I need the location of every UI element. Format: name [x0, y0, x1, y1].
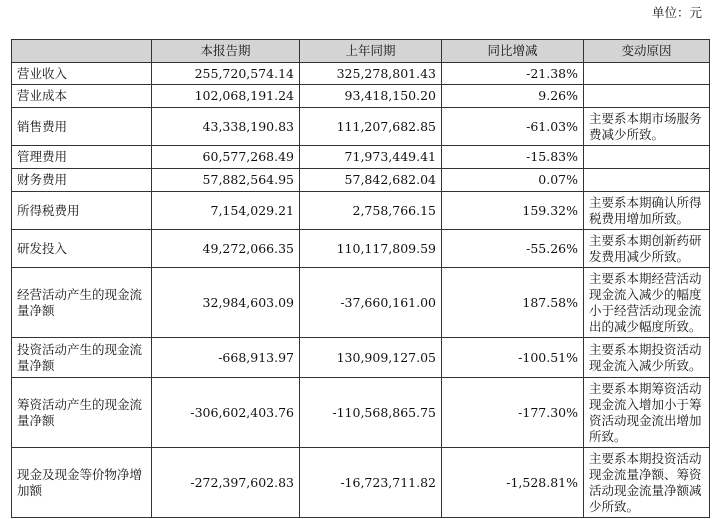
row-reason: 主要系本期投资活动现金流入减少所致。 [584, 338, 710, 378]
row-prior: -110,568,865.75 [300, 378, 442, 448]
header-prior-period: 上年同期 [300, 40, 442, 63]
row-current: 32,984,603.09 [152, 268, 300, 338]
row-prior: 93,418,150.20 [300, 85, 442, 108]
row-change: -177.30% [442, 378, 584, 448]
row-reason: 主要系本期创新药研发费用减少所致。 [584, 230, 710, 268]
row-item: 投资活动产生的现金流量净额 [12, 338, 152, 378]
row-prior: 71,973,449.41 [300, 146, 442, 169]
row-reason: 主要系本期确认所得税费用增加所致。 [584, 192, 710, 230]
row-change: -21.38% [442, 63, 584, 85]
row-reason [584, 169, 710, 192]
row-reason [584, 146, 710, 169]
row-change: -61.03% [442, 108, 584, 146]
row-item: 经营活动产生的现金流量净额 [12, 268, 152, 338]
row-current: 255,720,574.14 [152, 63, 300, 85]
row-reason [584, 85, 710, 108]
row-item: 销售费用 [12, 108, 152, 146]
row-change: 159.32% [442, 192, 584, 230]
row-change: -55.26% [442, 230, 584, 268]
header-item [12, 40, 152, 63]
row-current: 57,882,564.95 [152, 169, 300, 192]
row-reason: 主要系本期投资活动现金流量净额、筹资活动现金流量净额减少所致。 [584, 448, 710, 518]
row-item: 研发投入 [12, 230, 152, 268]
financial-change-table [11, 39, 710, 518]
table-row [12, 192, 710, 230]
row-prior: 110,117,809.59 [300, 230, 442, 268]
row-reason: 主要系本期筹资活动现金流入增加小于筹资活动现金流出增加所致。 [584, 378, 710, 448]
row-item: 所得税费用 [12, 192, 152, 230]
row-current: -668,913.97 [152, 338, 300, 378]
row-change: -100.51% [442, 338, 584, 378]
table-row [12, 169, 710, 192]
row-prior: 57,842,682.04 [300, 169, 442, 192]
header-change-reason: 变动原因 [584, 40, 710, 63]
row-reason: 主要系本期市场服务费减少所致。 [584, 108, 710, 146]
row-current: 7,154,029.21 [152, 192, 300, 230]
row-item: 现金及现金等价物净增加额 [12, 448, 152, 518]
unit-label: 单位：元 [651, 5, 702, 20]
row-change: 187.58% [442, 268, 584, 338]
table-row [12, 338, 710, 378]
header-yoy-change: 同比增减 [442, 40, 584, 63]
row-change: 0.07% [442, 169, 584, 192]
row-current: 102,068,191.24 [152, 85, 300, 108]
row-change: -15.83% [442, 146, 584, 169]
row-reason [584, 63, 710, 85]
table-header-row [12, 40, 710, 63]
row-item: 筹资活动产生的现金流量净额 [12, 378, 152, 448]
row-current: 60,577,268.49 [152, 146, 300, 169]
table-row [12, 63, 710, 85]
table-row [12, 85, 710, 108]
row-item: 营业收入 [12, 63, 152, 85]
table-row [12, 108, 710, 146]
table-row [12, 268, 710, 338]
row-change: -1,528.81% [442, 448, 584, 518]
row-item: 管理费用 [12, 146, 152, 169]
header-current-period: 本报告期 [152, 40, 300, 63]
row-change: 9.26% [442, 85, 584, 108]
row-reason: 主要系本期经营活动现金流入减少的幅度小于经营活动现金流出的减少幅度所致。 [584, 268, 710, 338]
table-row [12, 146, 710, 169]
row-prior: 325,278,801.43 [300, 63, 442, 85]
row-prior: -16,723,711.82 [300, 448, 442, 518]
row-item: 营业成本 [12, 85, 152, 108]
table-row [12, 448, 710, 518]
row-prior: 130,909,127.05 [300, 338, 442, 378]
row-prior: 111,207,682.85 [300, 108, 442, 146]
row-prior: -37,660,161.00 [300, 268, 442, 338]
row-current: 43,338,190.83 [152, 108, 300, 146]
row-current: -306,602,403.76 [152, 378, 300, 448]
table-row [12, 230, 710, 268]
row-current: -272,397,602.83 [152, 448, 300, 518]
row-item: 财务费用 [12, 169, 152, 192]
table-row [12, 378, 710, 448]
row-current: 49,272,066.35 [152, 230, 300, 268]
row-prior: 2,758,766.15 [300, 192, 442, 230]
